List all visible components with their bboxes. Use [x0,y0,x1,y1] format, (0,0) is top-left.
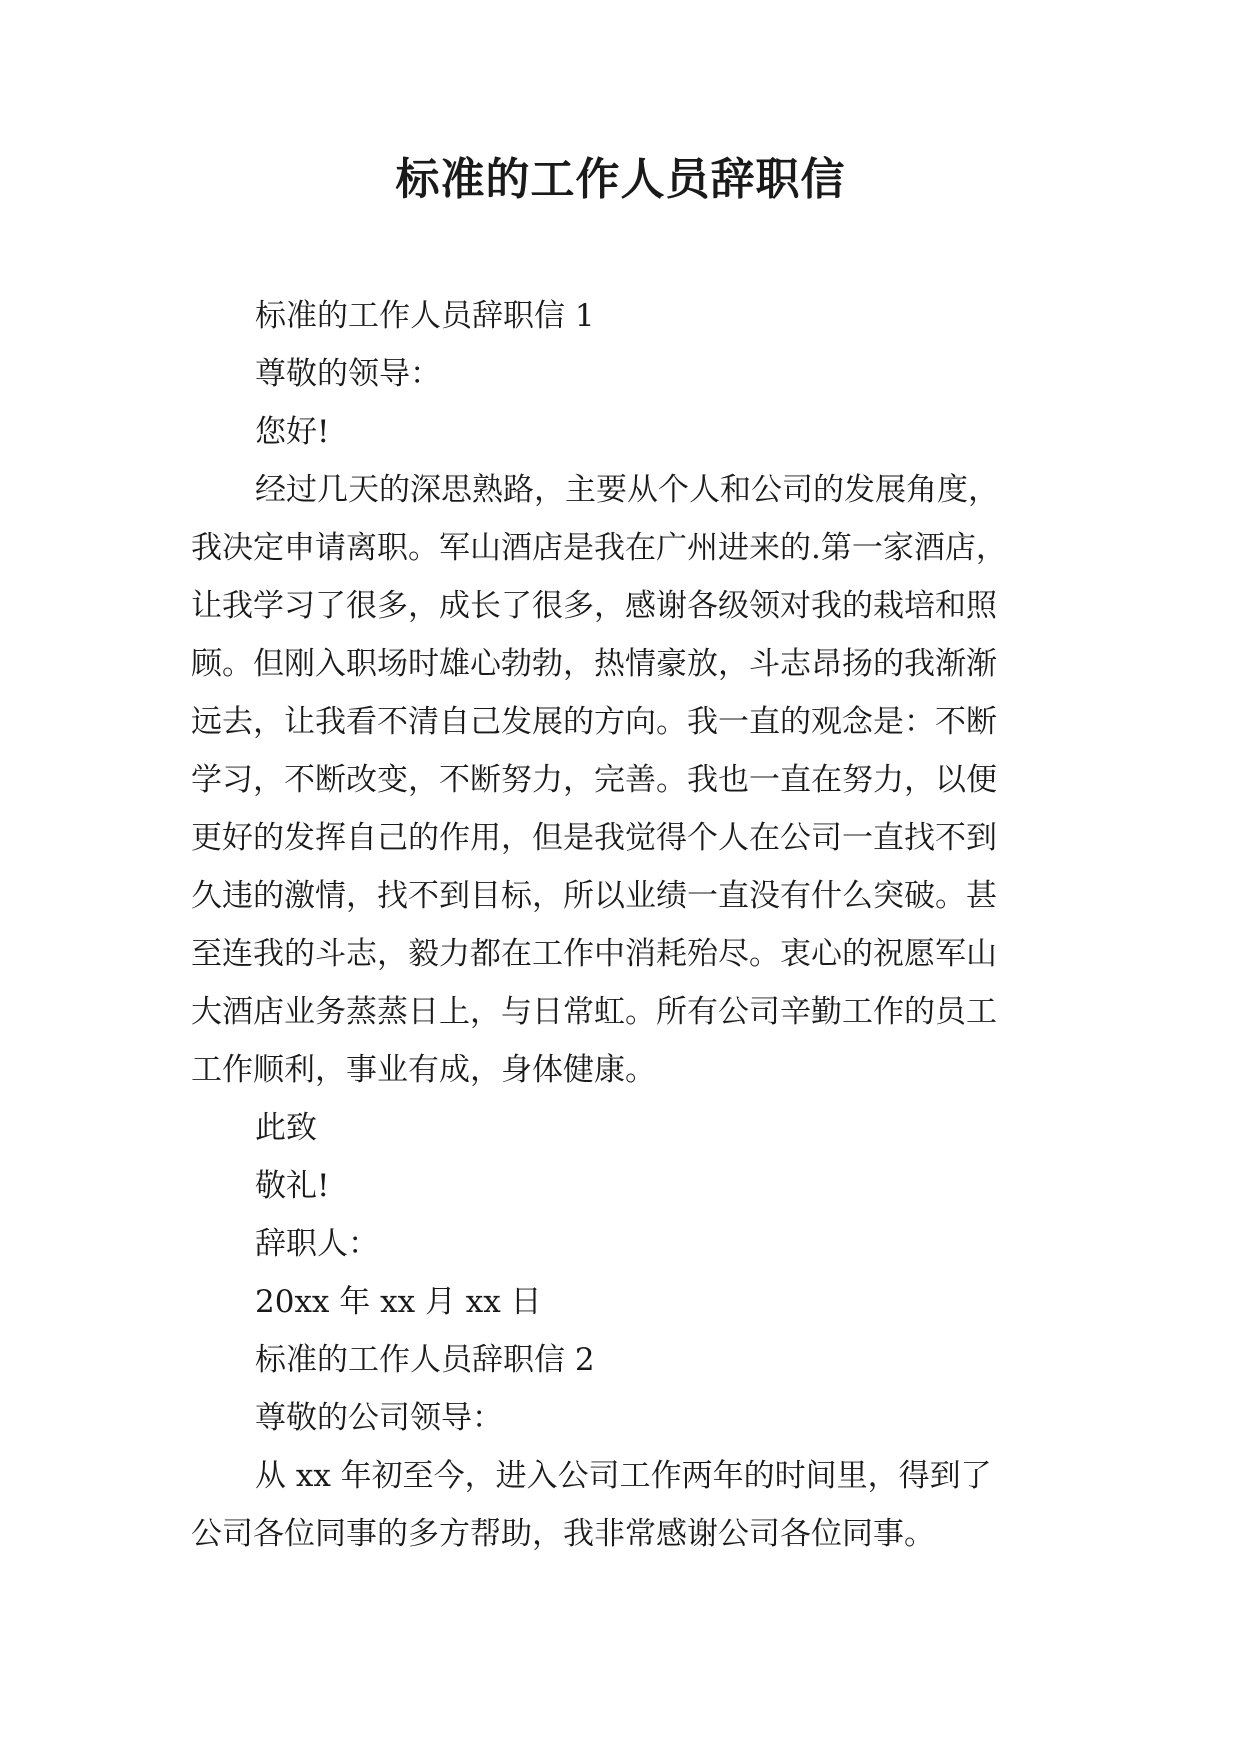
paragraph-line: 远去，让我看不清自己发展的方向。我一直的观念是：不断 [191,704,997,740]
letter2-salutation: 尊敬的公司领导： [255,1400,503,1436]
letter1-closing-2: 敬礼! [255,1168,330,1204]
paragraph-line: 我决定申请离职。军山酒店是我在广州进来的.第一家酒店， [191,530,1007,566]
paragraph-line: 至连我的斗志，毅力都在工作中消耗殆尽。衷心的祝愿军山 [191,936,997,972]
letter1-paragraph [191,461,1065,1099]
paragraph-line: 大酒店业务蒸蒸日上，与日常虹。所有公司辛勤工作的员工 [191,994,997,1030]
paragraph-line: 从 xx 年初至今，进入公司工作两年的时间里，得到了 [255,1458,992,1494]
letter1-signer: 辞职人： [255,1226,379,1262]
document-title: 标准的工作人员辞职信 [395,154,846,205]
paragraph-line: 经过几天的深思熟路，主要从个人和公司的发展角度， [255,472,999,508]
letter2-heading: 标准的工作人员辞职信 2 [255,1342,595,1378]
letter1-closing-1: 此致 [255,1110,317,1146]
letter2-paragraph [191,1447,1065,1563]
paragraph-line: 公司各位同事的多方帮助，我非常感谢公司各位同事。 [191,1516,935,1552]
paragraph-line: 学习，不断改变，不断努力，完善。我也一直在努力，以便 [191,762,997,798]
letter1-greeting: 您好! [255,414,330,450]
paragraph-line: 工作顺利，事业有成，身体健康。 [191,1052,656,1088]
letter1-salutation: 尊敬的领导： [255,356,441,392]
letter1-heading: 标准的工作人员辞职信 1 [255,298,595,334]
paragraph-line: 更好的发挥自己的作用，但是我觉得个人在公司一直找不到 [191,820,997,856]
paragraph-line: 顾。但刚入职场时雄心勃勃，热情豪放，斗志昂扬的我渐渐 [191,646,997,682]
paragraph-line: 久违的激情，找不到目标，所以业绩一直没有什么突破。甚 [191,878,997,914]
document-body [191,287,1065,1563]
paragraph-line: 让我学习了很多，成长了很多，感谢各级领对我的栽培和照 [191,588,997,624]
letter1-date: 20xx 年 xx 月 xx 日 [255,1284,542,1320]
